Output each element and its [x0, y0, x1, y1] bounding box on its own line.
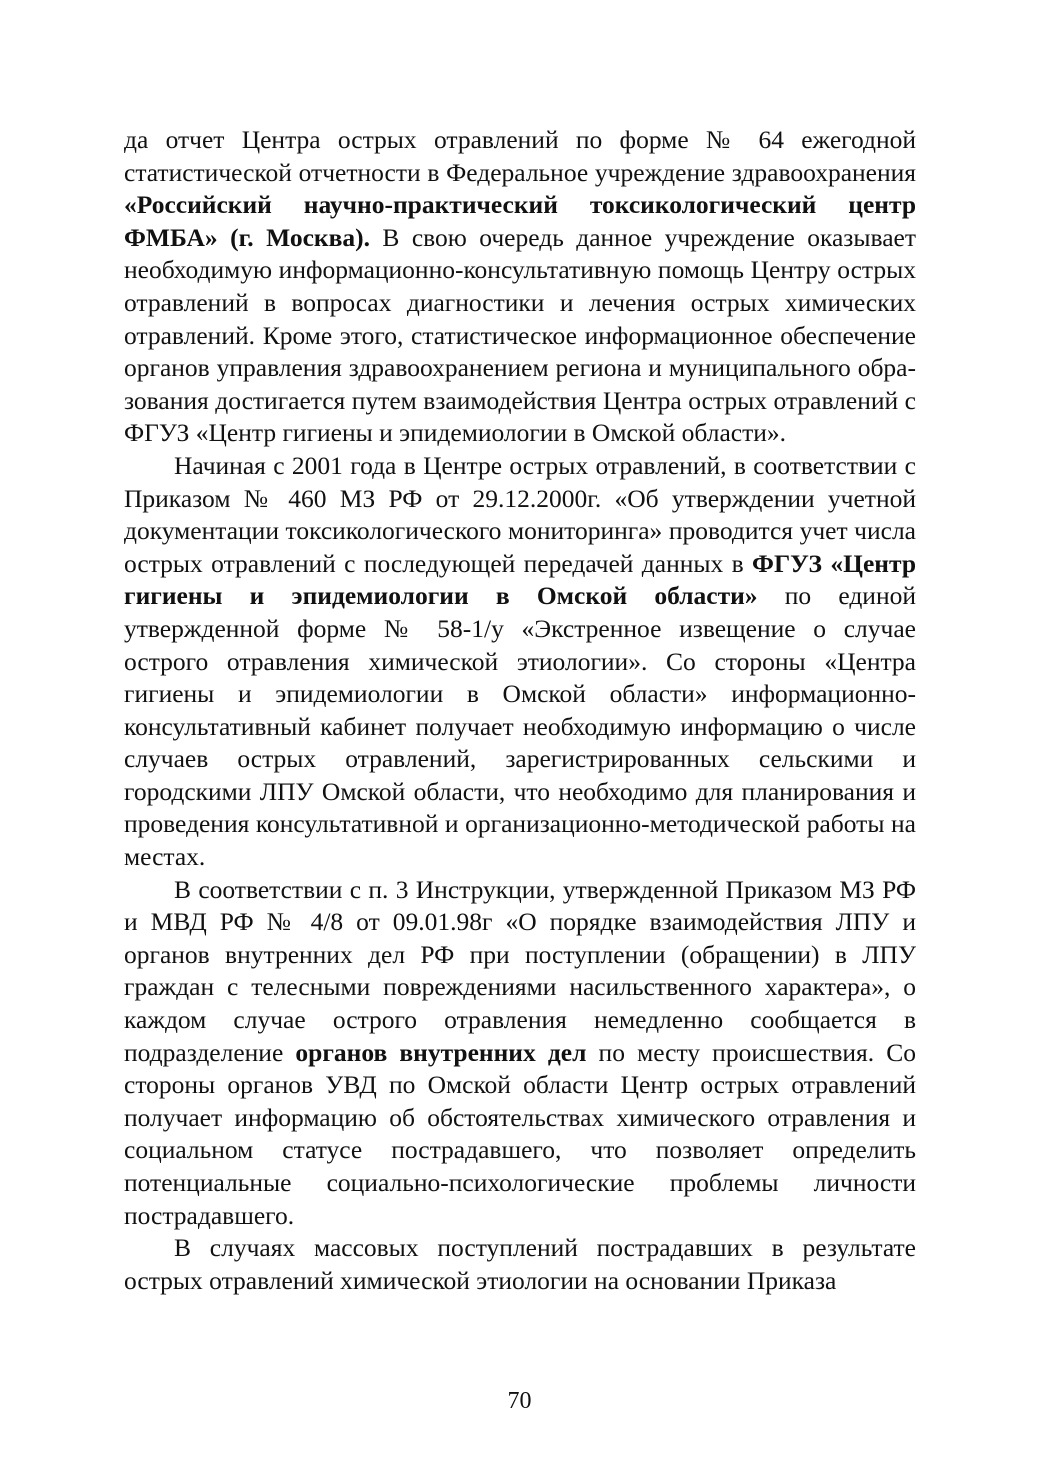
paragraph-4 [124, 1232, 916, 1297]
paragraph-3-text-1: В соответствии с п. 3 Инструкции, утвержденной Приказом МЗ РФ и МВД РФ № 4/8 от 09.01.98г «О порядке взаимодействия ЛПУ и органов внутренних дел РФ при поступлении (обращении) в ЛПУ граждан с телесными повреждениями насильственного характера», о каждом случае острого отравления немедленно сообщается в подразделение [124, 874, 916, 1067]
page-body [124, 124, 916, 1297]
paragraph-2-text-1: Начиная с 2001 года в Центре острых отравлений, в соответствии с Приказом № 460 МЗ РФ от 29.12.2000г. «Об утверждении учетной документации токсикологического мониторинга» проводится учет числа острых отравлений с последующей передачей данных в [124, 450, 916, 578]
paragraph-3-text-2: по месту происшествия. Со стороны органов УВД по Омской области Центр острых отравлений получает информацию об обстоятельствах химического отравления и социальном статусе пострадавшего, что позволяет определить потенциальные социально-психологические проблемы личности пострадавшего. [124, 1037, 917, 1230]
paragraph-3-bold-authority: органов внутренних дел [295, 1037, 587, 1067]
paragraph-3 [124, 874, 916, 1233]
page-number: 70 [507, 1388, 532, 1414]
paragraph-2 [124, 450, 916, 874]
paragraph-4-text-1: В случаях массовых поступлений пострадавших в результате острых отравлений химической этиологии на основании Приказа [124, 1233, 916, 1295]
paragraph-2-text-2: по единой утвержденной форме № 58-1/у «Экстренное извещение о случае острого отравления химической этиологии». Со стороны «Центра гигиены и эпидемиологии в Омской области» информационно-консультативный кабинет получает необходимую информацию о числе случаев острых отравлений, зарегистрированных сельскими и городскими ЛПУ Омской области, что необходимо для планирования и проведения консультативной и организационно-методической работы на местах. [124, 581, 916, 872]
paragraph-1-text-1: да отчет Центра острых отравлений по форме № 64 ежегодной статистической отчетности в Федеральное учреждение здравоохранения [124, 125, 916, 187]
paragraph-2-bold-org-name: ФГУЗ «Центр гигиены и эпидемиологии в Омской области» [124, 548, 916, 611]
paragraph-1-text-2: В свою очередь данное учреждение оказывает необходимую информационно-консультативную помощь Центру острых отравлений в вопросах диагностики и лечения острых химических отравлений. Кроме этого, статистическое информационное обеспечение органов управления здравоохранением региона и муниципального образования достигается путем взаимодействия Центра острых отравлений с ФГУЗ «Центр гигиены и эпидемиологии в Омской области». [124, 222, 916, 448]
paragraph-1-bold-org-name: «Российский научно-практический токсикологический центр ФМБА» (г. Москва). [124, 190, 916, 252]
paragraph-1 [124, 124, 916, 450]
